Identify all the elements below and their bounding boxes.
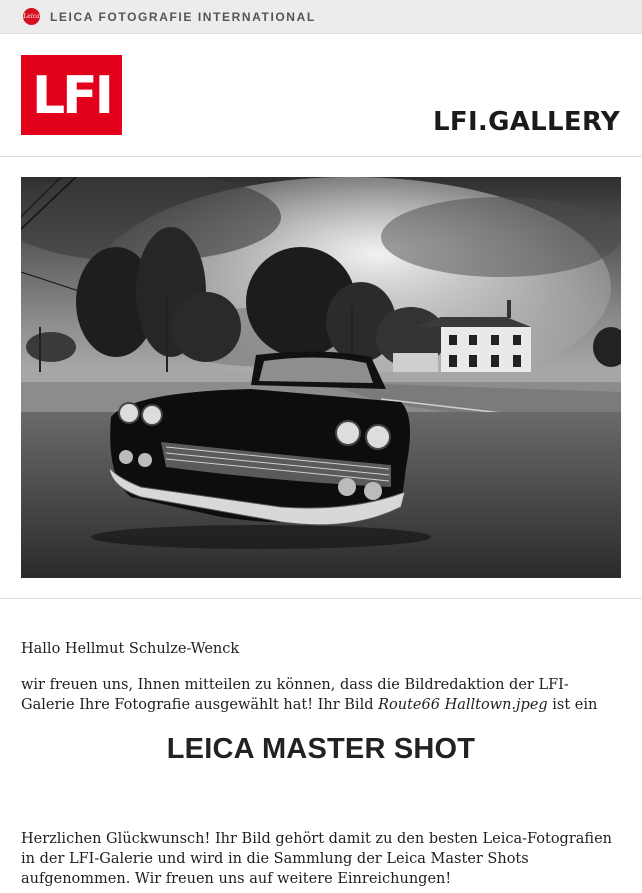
featured-photo[interactable] [21,177,621,578]
image-filename: Route66 Halltown.jpeg [378,697,548,713]
selection-message [21,675,621,715]
leica-logo-icon: Leica [23,8,40,25]
brand-title: LEICA FOTOGRAFIE INTERNATIONAL [50,10,316,24]
selection-message-start: wir freuen uns, Ihnen mitteilen zu können, dass die Bildredaktion der LFI-Galerie Ihre Fotografie ausgewählt hat! Ihr Bild [21,677,569,713]
car-photo-icon [21,177,621,578]
lfi-logo[interactable]: LFI [21,55,122,135]
selection-message-end: ist ein [547,697,598,713]
top-bar [0,0,642,34]
congratulations-message: Herzlichen Glückwunsch! Ihr Bild gehört damit zu den besten Leica-Fotografien in der LFI-Galerie und wird in die Sammlung der Leica Master Shots aufgenommen. Wir freuen uns auf weitere Einreichungen! [21,831,613,887]
photo-section [0,157,642,599]
header [0,34,642,157]
gallery-title[interactable]: LFI.GALLERY [433,107,620,137]
greeting: Hallo Hellmut Schulze-Wenck [21,641,240,657]
award-title: LEICA MASTER SHOT [166,733,476,765]
